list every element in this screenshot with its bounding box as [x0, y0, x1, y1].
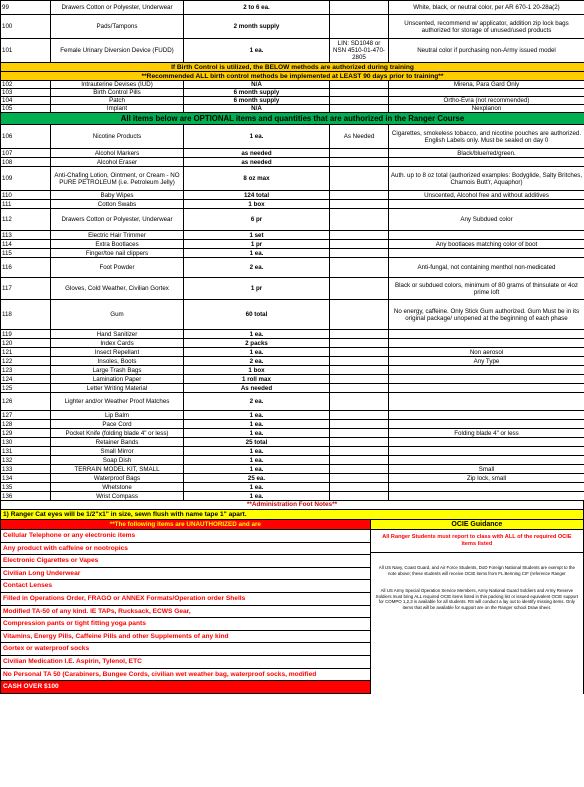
item-lin: LIN: SD1048 or NSN 4510-01-470-2805: [330, 39, 389, 63]
item-lin: [330, 366, 389, 375]
item-number: 128: [1, 420, 51, 429]
unauthorized-item: Cellular Telephone or any electronic items: [1, 530, 370, 543]
item-lin: [330, 81, 389, 89]
item-quantity: 1 ea.: [184, 125, 330, 149]
item-number: 130: [1, 438, 51, 447]
item-notes: [389, 411, 584, 420]
unauthorized-item: Vitamins, Energy Pills, Caffeine Pills and other Supplements of any kind: [1, 631, 370, 644]
table-row: [1, 200, 584, 209]
item-notes: Any Subdued color: [389, 209, 584, 231]
table-row: [1, 420, 584, 429]
unauthorized-item: Civilian Long Underwear: [1, 568, 370, 581]
item-quantity: 124 total: [184, 191, 330, 200]
item-lin: [330, 240, 389, 249]
table-row: [1, 438, 584, 447]
item-notes: Cigarettes, smokeless tobacco, and nicotine pouches are authorized. English Labels only. Must be sealed on day 0: [389, 125, 584, 149]
item-number: 119: [1, 330, 51, 339]
item-number: 101: [1, 39, 51, 63]
item-notes: Black or subdued colors, minimum of 80 grams of thinsulate or 4oz prime loft: [389, 278, 584, 300]
item-number: 107: [1, 149, 51, 158]
item-lin: [330, 200, 389, 209]
item-number: 112: [1, 209, 51, 231]
item-quantity: 25 ea.: [184, 474, 330, 483]
table-row: [1, 483, 584, 492]
item-notes: [389, 456, 584, 465]
birth-control-heading: If Birth Control is utilized, the BELOW methods are authorized during training: [1, 63, 584, 72]
item-lin: [330, 375, 389, 384]
item-notes: No energy, caffeine. Only Stick Gum authorized. Gum Must be in its original package/ unopened at the beginning of each phase: [389, 300, 584, 330]
item-notes: [389, 438, 584, 447]
item-name: Hand Sanitizer: [51, 330, 184, 339]
item-lin: [330, 357, 389, 366]
table-row: [1, 1, 584, 15]
item-notes: [389, 420, 584, 429]
table-row: [1, 15, 584, 39]
item-name: Drawers Cotton or Polyester, Underwear: [51, 1, 184, 15]
item-quantity: 1 ea.: [184, 330, 330, 339]
item-name: Lip Balm: [51, 411, 184, 420]
table-row: [1, 393, 584, 411]
item-number: 104: [1, 97, 51, 105]
unauthorized-title: **The following items are UNAUTHORIZED and are: [1, 520, 370, 530]
item-notes: Any Type: [389, 357, 584, 366]
unauthorized-item: Contact Lenses: [1, 580, 370, 593]
item-name: Cotton Swabs: [51, 200, 184, 209]
item-lin: [330, 429, 389, 438]
item-number: 109: [1, 167, 51, 191]
item-lin: [330, 393, 389, 411]
item-lin: [330, 278, 389, 300]
ocie-guidance-title: OCIE Guidance: [371, 520, 583, 530]
item-quantity: 1 ea.: [184, 429, 330, 438]
item-quantity: 1 ea.: [184, 492, 330, 501]
item-notes: [389, 249, 584, 258]
item-quantity: 1 roll max: [184, 375, 330, 384]
table-row: [1, 357, 584, 366]
item-name: Pocket Knife (folding blade 4" or less): [51, 429, 184, 438]
table-row: [1, 348, 584, 357]
item-name: Soap Dish: [51, 456, 184, 465]
item-lin: [330, 191, 389, 200]
table-row: [1, 429, 584, 438]
item-lin: [330, 339, 389, 348]
item-quantity: 6 month supply: [184, 89, 330, 97]
item-quantity: 1 ea.: [184, 483, 330, 492]
table-row: [1, 447, 584, 456]
item-quantity: 6 pr: [184, 209, 330, 231]
table-row: [1, 278, 584, 300]
item-lin: [330, 15, 389, 39]
unauthorized-list: [0, 520, 370, 694]
item-number: 110: [1, 191, 51, 200]
item-lin: [330, 97, 389, 105]
item-name: Foot Powder: [51, 258, 184, 278]
item-number: 124: [1, 375, 51, 384]
item-lin: [330, 411, 389, 420]
birth-control-recommendation: **Recommended ALL birth control methods be implemented at LEAST 90 days prior to training**: [1, 72, 584, 81]
item-quantity: 1 pr: [184, 278, 330, 300]
item-number: 136: [1, 492, 51, 501]
item-number: 106: [1, 125, 51, 149]
table-row: [1, 191, 584, 200]
item-lin: [330, 465, 389, 474]
table-row: [1, 105, 584, 113]
item-quantity: 25 total: [184, 438, 330, 447]
item-lin: [330, 384, 389, 393]
table-row: [1, 89, 584, 97]
item-quantity: 1 box: [184, 366, 330, 375]
item-lin: [330, 420, 389, 429]
item-number: 100: [1, 15, 51, 39]
table-row: [1, 300, 584, 330]
item-name: Extra Bootlaces: [51, 240, 184, 249]
item-lin: [330, 438, 389, 447]
item-number: 102: [1, 81, 51, 89]
item-notes: [389, 492, 584, 501]
item-quantity: 2 to 6 ea.: [184, 1, 330, 15]
item-name: Drawers Cotton or Polyester, Underwear: [51, 209, 184, 231]
item-notes: [389, 158, 584, 167]
item-number: 129: [1, 429, 51, 438]
optional-band: [1, 113, 584, 125]
table-body-top: [1, 1, 584, 63]
table-row: [1, 149, 584, 158]
ocie-army-note: All US Army Special Operation Service Members, Army National Guard Soldiers and Army Reserve Soldiers must bring ALL required OCIE items listed in this packing list or issued equivalent OCIE support for COMPO 1,2,3 is available for all students. RS will conduct a lay out to identify missing items. Only items that will be available for support are on the Ranger school Draw sheet.: [375, 588, 579, 610]
item-quantity: N/A: [184, 81, 330, 89]
item-name: Female Urinary Diversion Device (FUDD): [51, 39, 184, 63]
item-notes: Nexplanon: [389, 105, 584, 113]
item-name: Electric Hair Trimmer: [51, 231, 184, 240]
item-number: 113: [1, 231, 51, 240]
item-quantity: 2 ea.: [184, 357, 330, 366]
item-name: Pace Cord: [51, 420, 184, 429]
item-number: 133: [1, 465, 51, 474]
item-name: Retainer Bands: [51, 438, 184, 447]
item-quantity: 2 month supply: [184, 15, 330, 39]
item-quantity: 8 oz max: [184, 167, 330, 191]
table-row: [1, 167, 584, 191]
unauthorized-item: Compression pants or tight fitting yoga pants: [1, 618, 370, 631]
item-name: Gum: [51, 300, 184, 330]
item-number: 120: [1, 339, 51, 348]
item-name: Insoles, Boots: [51, 357, 184, 366]
item-notes: Small: [389, 465, 584, 474]
item-quantity: 1 ea.: [184, 411, 330, 420]
item-quantity: 1 ea.: [184, 465, 330, 474]
table-row: [1, 330, 584, 339]
unauthorized-item: Gortex or waterproof socks: [1, 643, 370, 656]
table-row: [1, 125, 584, 149]
table-row: [1, 240, 584, 249]
footnotes-section: [0, 501, 584, 694]
table-row: [1, 158, 584, 167]
item-lin: [330, 456, 389, 465]
item-quantity: as needed: [184, 149, 330, 158]
optional-items-heading: All items below are OPTIONAL items and quantities that are authorized in the Ranger Course: [1, 113, 584, 125]
item-notes: Non aerosol: [389, 348, 584, 357]
item-name: Baby Wipes: [51, 191, 184, 200]
item-lin: [330, 209, 389, 231]
unauthorized-items: [1, 530, 370, 694]
item-name: Implant: [51, 105, 184, 113]
table-row: [1, 209, 584, 231]
item-lin: [330, 300, 389, 330]
item-name: Lamination Paper: [51, 375, 184, 384]
table-row: [1, 97, 584, 105]
item-name: Finger/toe nail clippers: [51, 249, 184, 258]
item-number: 118: [1, 300, 51, 330]
item-name: Wrist Compass: [51, 492, 184, 501]
item-notes: White, black, or neutral color, per AR 670-1 20-28a(2): [389, 1, 584, 15]
item-name: Whetstone: [51, 483, 184, 492]
item-notes: [389, 200, 584, 209]
item-number: 111: [1, 200, 51, 209]
item-notes: [389, 375, 584, 384]
item-quantity: 2 packs: [184, 339, 330, 348]
table-row: [1, 474, 584, 483]
item-name: Nicotine Products: [51, 125, 184, 149]
item-notes: Auth. up to 8 oz total (authorized examples: Bodyglide, Salty Britches, Chamois Butt'r, Aquaphor): [389, 167, 584, 191]
item-number: 125: [1, 384, 51, 393]
item-lin: [330, 158, 389, 167]
table-row: [1, 375, 584, 384]
ranger-cat-eyes-note: 1) Ranger Cat eyes will be 1/2"x1" in size, sewn flush with name tape 1" apart.: [0, 510, 584, 520]
item-quantity: 1 ea.: [184, 39, 330, 63]
item-name: Waterproof Bags: [51, 474, 184, 483]
table-row: [1, 249, 584, 258]
item-quantity: 1 set: [184, 231, 330, 240]
item-number: 114: [1, 240, 51, 249]
item-name: Anti-Chafing Lotion, Ointment, or Cream - NO PURE PETROLEUM (i.e. Petroleum Jelly): [51, 167, 184, 191]
item-number: 123: [1, 366, 51, 375]
item-quantity: 2 ea.: [184, 393, 330, 411]
item-notes: [389, 231, 584, 240]
table-row: [1, 366, 584, 375]
item-name: Lighter and/or Weather Proof Matches: [51, 393, 184, 411]
item-lin: [330, 258, 389, 278]
item-lin: [330, 249, 389, 258]
table-row: [1, 231, 584, 240]
item-quantity: 1 ea.: [184, 447, 330, 456]
item-lin: [330, 1, 389, 15]
table-row: [1, 339, 584, 348]
item-notes: Mirena, Para Gard Only: [389, 81, 584, 89]
item-quantity: 6 month supply: [184, 97, 330, 105]
item-lin: [330, 231, 389, 240]
item-quantity: as needed: [184, 158, 330, 167]
ocie-required-note: All Ranger Students must report to class with ALL of the required OCIE items listed: [371, 530, 583, 553]
item-name: Intrauterine Devises (IUD): [51, 81, 184, 89]
item-number: 122: [1, 357, 51, 366]
unauthorized-item: Electronic Cigarettes or Vapes: [1, 555, 370, 568]
item-name: Small Mirror: [51, 447, 184, 456]
item-notes: Unscented, Alcohol free and without additives: [389, 191, 584, 200]
birth-control-band: [1, 63, 584, 81]
item-notes: Folding blade 4" or less: [389, 429, 584, 438]
item-quantity: 1 ea.: [184, 249, 330, 258]
item-name: Insect Repellant: [51, 348, 184, 357]
item-name: Alcohol Eraser: [51, 158, 184, 167]
table-row: [1, 456, 584, 465]
item-notes: [389, 483, 584, 492]
item-notes: [389, 447, 584, 456]
item-lin: As Needed: [330, 125, 389, 149]
table-row: [1, 492, 584, 501]
table-row: [1, 39, 584, 63]
item-notes: [389, 366, 584, 375]
item-notes: [389, 339, 584, 348]
item-number: 127: [1, 411, 51, 420]
item-number: 108: [1, 158, 51, 167]
table-body-optional: [1, 125, 584, 501]
item-name: TERRAIN MODEL KIT, SMALL: [51, 465, 184, 474]
item-lin: [330, 474, 389, 483]
item-notes: Ortho-Evra (not recommended): [389, 97, 584, 105]
item-number: 131: [1, 447, 51, 456]
table-body-birth-control: [1, 81, 584, 113]
item-quantity: 1 ea.: [184, 456, 330, 465]
admin-footnotes-title: **Administration Foot Notes**: [0, 501, 584, 510]
item-lin: [330, 483, 389, 492]
item-number: 116: [1, 258, 51, 278]
item-number: 126: [1, 393, 51, 411]
item-lin: [330, 167, 389, 191]
item-notes: Any bootlaces matching color of boot: [389, 240, 584, 249]
unauthorized-item: CASH OVER $100: [1, 681, 370, 694]
item-notes: [389, 330, 584, 339]
item-quantity: 60 total: [184, 300, 330, 330]
unauthorized-item: Filled in Operations Order, FRAGO or ANNEX Formats/Operation order Shells: [1, 593, 370, 606]
item-quantity: 1 box: [184, 200, 330, 209]
item-number: 105: [1, 105, 51, 113]
table-row: [1, 258, 584, 278]
unauthorized-item: No Personal TA 50 (Carabiners, Bungee Cords, civilian wet weather bag, waterproof socks, modified: [1, 669, 370, 682]
unauthorized-and-ocie: [0, 520, 584, 694]
item-name: Large Trash Bags: [51, 366, 184, 375]
item-quantity: As needed: [184, 384, 330, 393]
item-notes: Neutral color if purchasing non-Army issued model: [389, 39, 584, 63]
item-number: 99: [1, 1, 51, 15]
unauthorized-item: Civilian Medication I.E. Aspirin, Tylenol, ETC: [1, 656, 370, 669]
table-row: [1, 81, 584, 89]
item-lin: [330, 330, 389, 339]
item-name: Patch: [51, 97, 184, 105]
table-row: [1, 384, 584, 393]
item-quantity: 1 ea.: [184, 348, 330, 357]
item-number: 117: [1, 278, 51, 300]
item-lin: [330, 89, 389, 97]
item-lin: [330, 149, 389, 158]
item-lin: [330, 348, 389, 357]
item-name: Birth Control Pills: [51, 89, 184, 97]
item-quantity: 1 ea.: [184, 420, 330, 429]
item-name: Index Cards: [51, 339, 184, 348]
unauthorized-item: Modified TA-50 of any kind. IE TAPs, Rucksack, ECWS Gear,: [1, 606, 370, 619]
item-number: 103: [1, 89, 51, 97]
item-lin: [330, 492, 389, 501]
item-name: Letter Writing Material: [51, 384, 184, 393]
item-name: Pads/Tampons: [51, 15, 184, 39]
item-notes: [389, 89, 584, 97]
item-quantity: N/A: [184, 105, 330, 113]
item-quantity: 2 ea.: [184, 258, 330, 278]
item-notes: Black/blue/red/green.: [389, 149, 584, 158]
item-notes: [389, 384, 584, 393]
unauthorized-item: Any product with caffeine or nootropics: [1, 543, 370, 556]
item-number: 134: [1, 474, 51, 483]
ocie-exempt-note: All US Navy, Coast Guard, and Air Force Students, DoD Foreign National Students are exempt to the note above; these students will receive OCIE items from FL Benning CIF (reference Ranger: [378, 565, 575, 576]
item-name: Alcohol Markers: [51, 149, 184, 158]
item-number: 121: [1, 348, 51, 357]
item-number: 115: [1, 249, 51, 258]
item-notes: Anti-fungal, not containing menthol non-medicated: [389, 258, 584, 278]
item-notes: Unscented, recommend w/ applicator, addition zip lock bags authorized for storage of unused/used products: [389, 15, 584, 39]
item-number: 135: [1, 483, 51, 492]
table-row: [1, 465, 584, 474]
item-number: 132: [1, 456, 51, 465]
item-lin: [330, 447, 389, 456]
ocie-guidance-panel: [370, 520, 584, 694]
item-lin: [330, 105, 389, 113]
item-name: Gloves, Cold Weather, Civilian Gortex: [51, 278, 184, 300]
table-row: [1, 411, 584, 420]
item-notes: [389, 393, 584, 411]
item-notes: Zip lock, small: [389, 474, 584, 483]
item-quantity: 1 pr: [184, 240, 330, 249]
